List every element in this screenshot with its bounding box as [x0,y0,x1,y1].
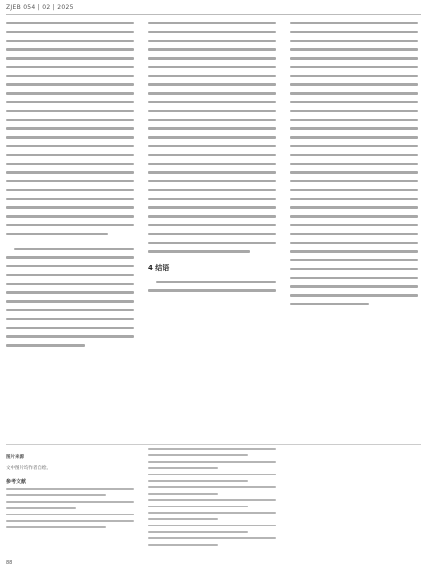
page-number: 88 [6,560,13,566]
header-divider [6,14,421,15]
figure-source-title: 图片来源 [6,455,24,460]
section-heading-conclusion: 4 结语 [148,263,170,272]
references-list-left [6,488,134,533]
references-list-right [148,448,276,550]
references-divider [6,444,421,445]
journal-header: ZJEB 054 | 02 | 2025 [6,4,74,11]
text-column-2 [148,22,276,298]
figure-source-text: 文中图片均作者自绘。 [6,466,51,471]
figure-source-note [6,454,136,471]
text-column-1 [6,22,134,353]
references-title: 参考文献 [6,479,27,485]
text-column-3 [290,22,418,312]
